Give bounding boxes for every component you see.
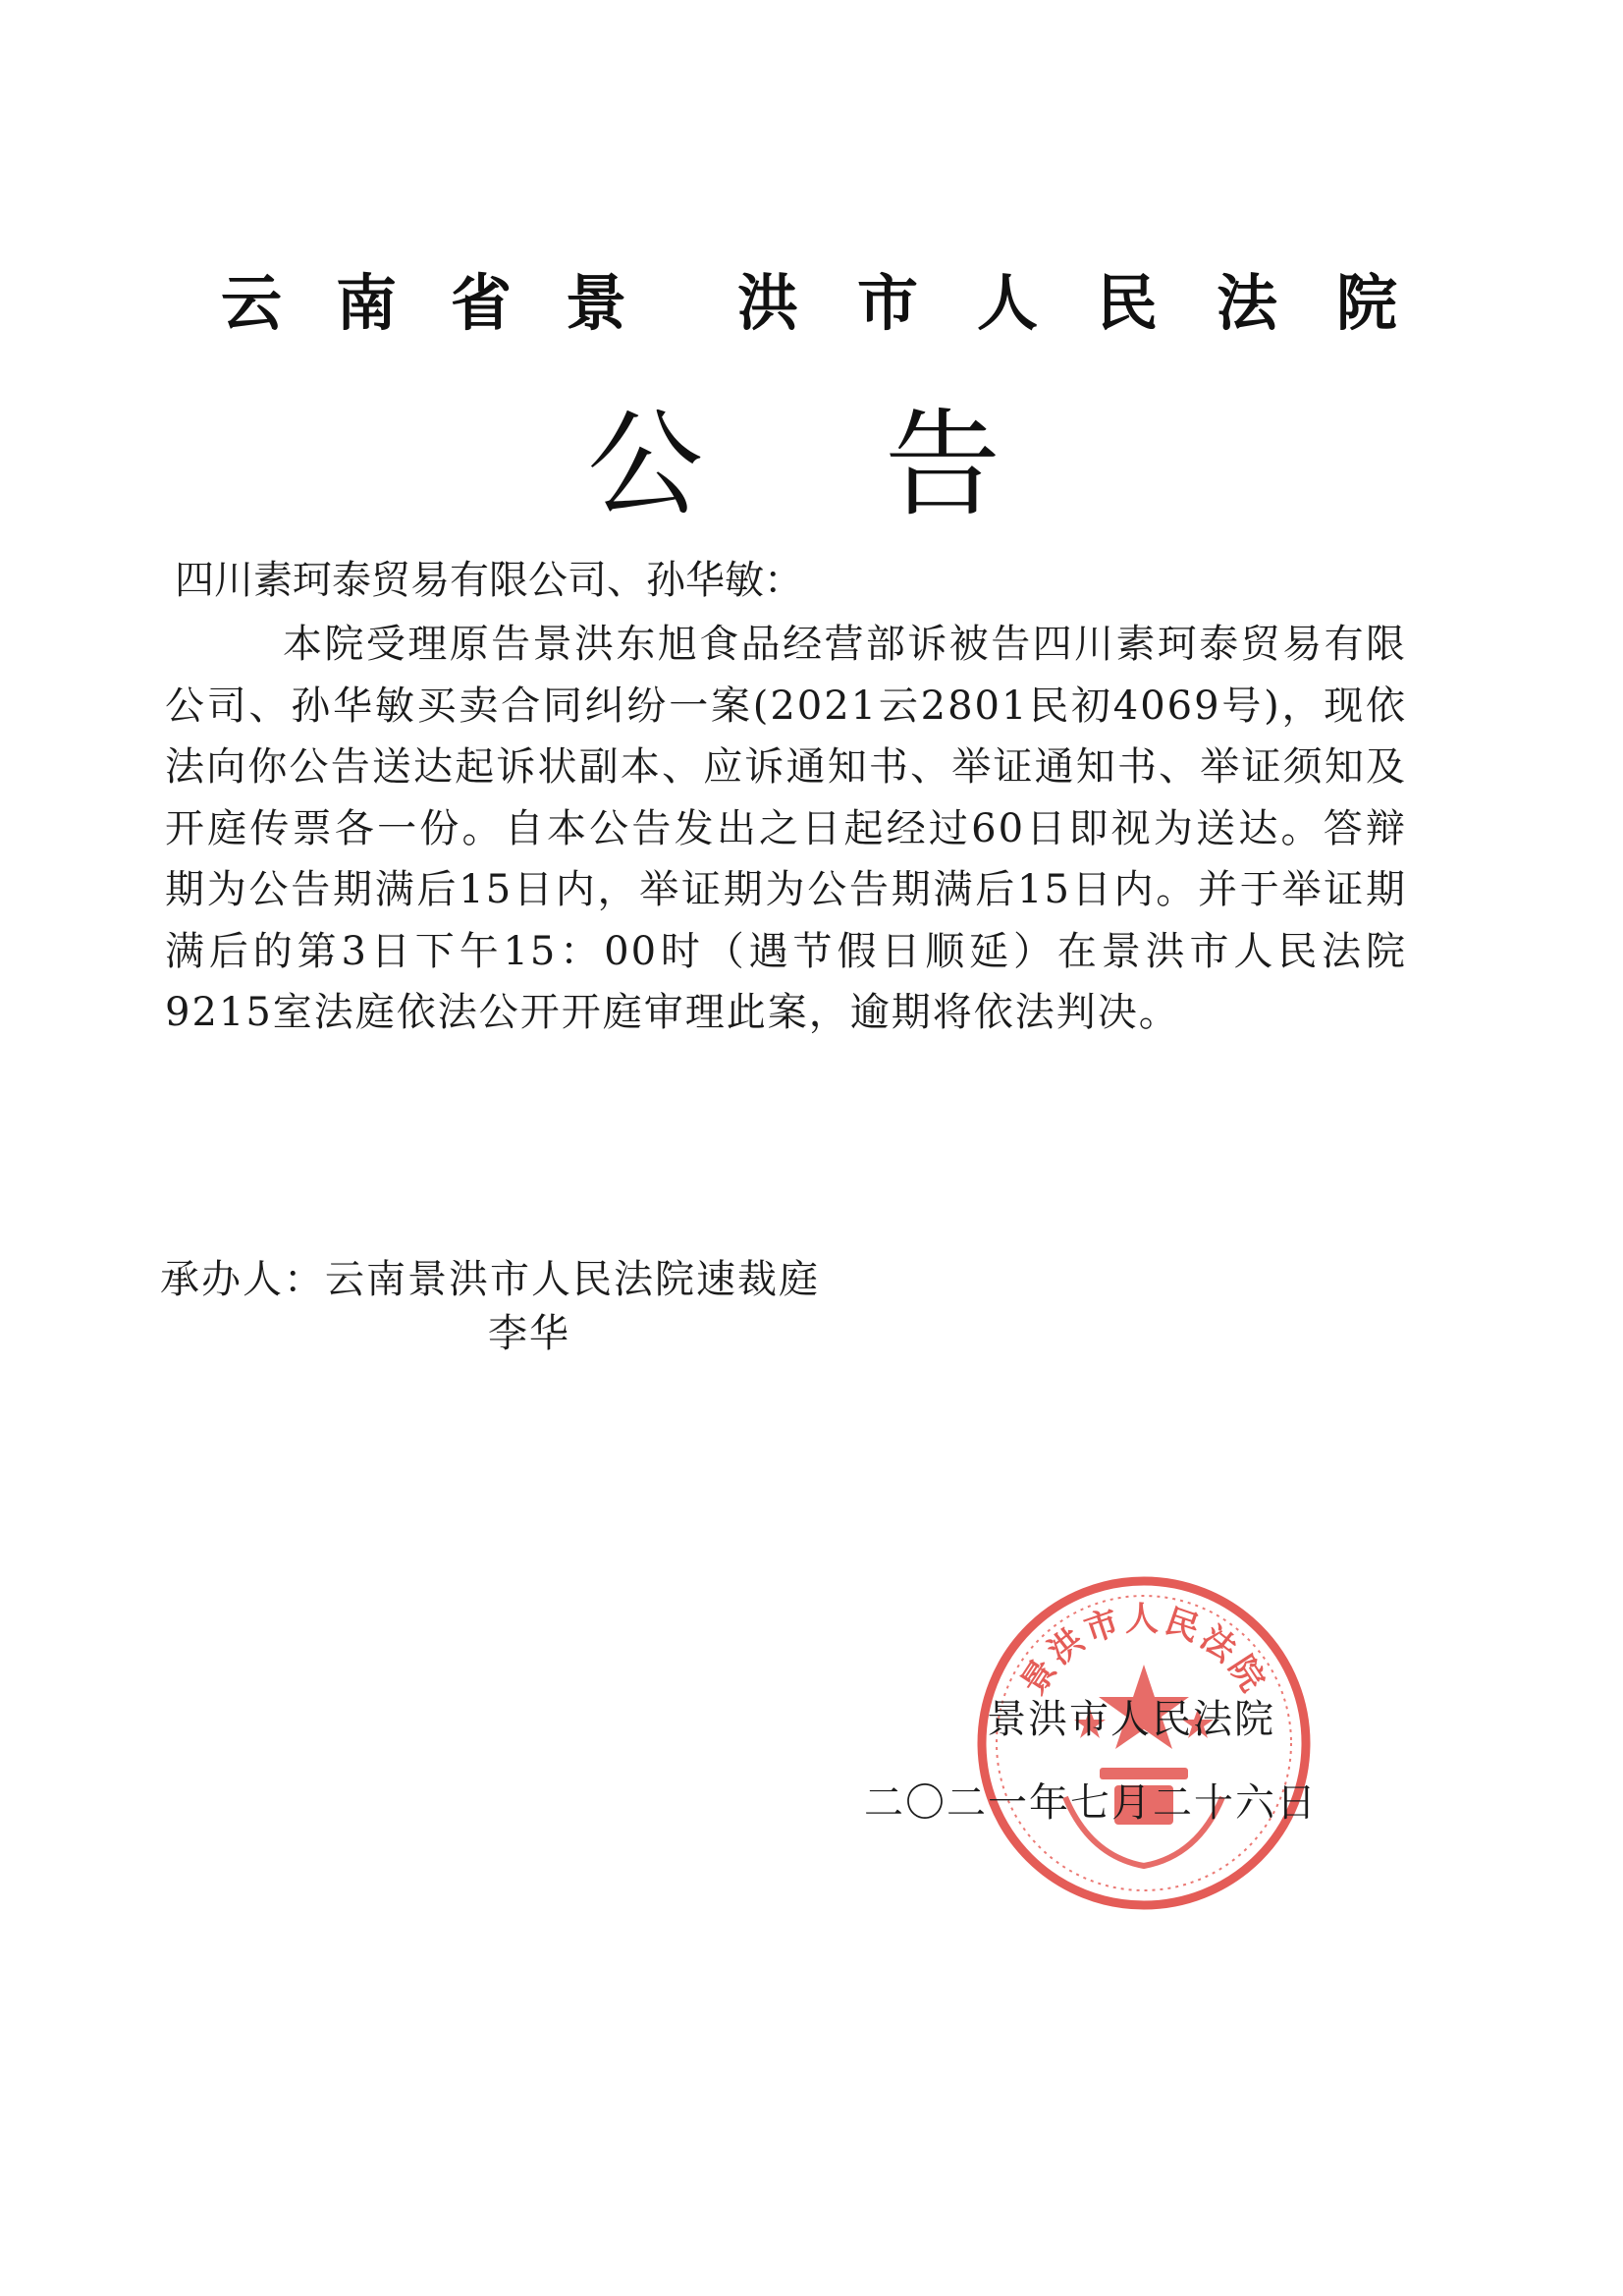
court-name-part-1: 云南省景 [221,267,681,339]
signature-court: 景洪市人民法院 [987,1697,1275,1742]
handler-name: 李华 [488,1311,570,1356]
addressee: 四川素珂泰贸易有限公司、孙华敏： [175,558,803,603]
signature-date: 二〇二一年七月二十六日 [864,1780,1318,1826]
court-name-part-2: 洪市人民法院 [737,267,1457,339]
court-name-heading [221,267,1457,340]
notice-title: 公告 [587,397,1183,532]
notice-body-paragraph: 本院受理原告景洪东旭食品经营部诉被告四川素珂泰贸易有限公司、孙华敏买卖合同纠纷一案(2021云2801民初4069号)，现依法向你公告送达起诉状副本、应诉通知书、举证通知书、举证须知及开庭传票各一份。自本公告发出之日起经过60日即视为送达。答辩期为公告期满后15日内，举证期为公告期满后15日内。并于举证期满后的第3日下午15：00时（遇节假日顺延）在景洪市人民法院9215室法庭依法公开开庭审理此案，逾期将依法判决。 [165,622,1407,1035]
seal-text: 景洪市人民法院 [1013,1599,1274,1702]
handler-line: 承办人：云南景洪市人民法院速裁庭 [160,1257,820,1302]
